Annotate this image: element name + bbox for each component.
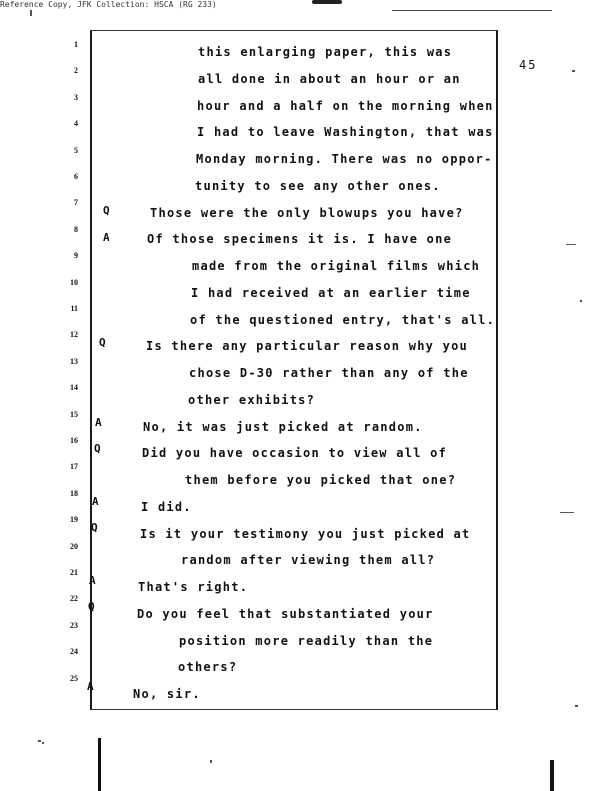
transcript-line: I had received at an earlier time — [191, 285, 471, 300]
speaker-label: A — [89, 574, 96, 587]
line-number: 6 — [74, 172, 78, 181]
line-number: 3 — [74, 92, 78, 102]
scan-mark — [312, 0, 342, 4]
transcript-line: Did you have occasion to view all of — [142, 446, 448, 461]
speaker-label: Q — [99, 336, 106, 350]
collection-header: Reference Copy, JFK Collection: HSCA (RG 233) — [0, 0, 217, 9]
line-number: 25 — [70, 673, 78, 683]
transcript-line: all done in about an hour or an — [198, 71, 461, 86]
line-number: 20 — [70, 541, 78, 551]
speaker-label: Q — [94, 442, 101, 455]
transcript-line: Monday morning. There was no oppor- — [196, 152, 493, 166]
scan-speck — [566, 244, 576, 245]
line-number: 14 — [70, 383, 78, 393]
scan-speck — [560, 512, 574, 513]
transcript-line: other exhibits? — [188, 392, 316, 407]
transcript-line: No, it was just picked at random. — [143, 419, 423, 434]
speaker-label: A — [92, 494, 99, 508]
transcript-line: random after viewing them all? — [181, 553, 436, 568]
transcript-line: chose D-30 rather than any of the — [189, 366, 469, 380]
transcript-line: tunity to see any other ones. — [195, 178, 441, 193]
transcript-line: No, sir. — [133, 687, 201, 701]
line-number: 24 — [70, 647, 78, 657]
scan-bar-right — [550, 760, 554, 791]
line-number: 5 — [74, 145, 78, 155]
scan-speck — [572, 70, 575, 72]
transcript-line: position more readily than the — [179, 633, 434, 648]
line-number: 16 — [70, 436, 78, 445]
line-number: 8 — [74, 224, 78, 234]
transcript-line: made from the original films which — [192, 259, 481, 273]
transcript-line: Do you feel that substantiated your — [137, 606, 434, 621]
transcript-line: others? — [178, 660, 238, 675]
header-rule — [392, 10, 552, 11]
line-number: 15 — [70, 409, 78, 419]
line-number: 9 — [74, 251, 78, 261]
transcript-line: Is it your testimony you just picked at — [140, 526, 471, 541]
scan-speck — [210, 760, 212, 763]
transcript-line: I did. — [141, 499, 192, 514]
line-number: 1 — [74, 40, 78, 49]
line-number: 13 — [70, 356, 78, 366]
transcript-line: That's right. — [138, 580, 249, 594]
line-number: 7 — [74, 198, 78, 208]
line-number: 4 — [74, 119, 78, 129]
transcript-line: Of those specimens it is. I have one — [147, 232, 453, 247]
speaker-label: Q — [103, 204, 110, 218]
scan-bar-left — [98, 738, 101, 791]
line-number: 10 — [70, 277, 78, 287]
speaker-label: A — [95, 415, 102, 429]
line-number: 2 — [74, 66, 78, 76]
line-number: 22 — [70, 594, 78, 604]
line-number: 19 — [70, 515, 78, 525]
scan-speck — [575, 705, 578, 707]
speaker-label: A — [103, 230, 110, 244]
transcript-line: of the questioned entry, that's all. — [190, 312, 496, 327]
speaker-label: Q — [88, 600, 95, 614]
speaker-label: Q — [91, 521, 98, 535]
page-number: 45 — [519, 58, 538, 72]
scan-speck — [580, 300, 582, 302]
line-number: 12 — [70, 330, 78, 340]
scan-speck — [30, 10, 32, 16]
transcript-line: Those were the only blowups you have? — [150, 205, 464, 220]
transcript-line: this enlarging paper, this was — [198, 45, 453, 59]
transcript-line: I had to leave Washington, that was — [197, 125, 494, 140]
transcript-line: hour and a half on the morning when — [197, 98, 494, 113]
line-number: 18 — [70, 488, 78, 498]
scan-speck — [38, 740, 41, 742]
line-number: 17 — [70, 462, 78, 472]
line-number: 11 — [70, 304, 78, 313]
transcript-line: Is there any particular reason why you — [146, 339, 469, 354]
speaker-label: A — [87, 679, 94, 693]
scan-speck — [42, 742, 44, 744]
transcript-line: them before you picked that one? — [185, 473, 457, 487]
line-number: 23 — [70, 620, 78, 630]
line-number: 21 — [70, 568, 78, 577]
